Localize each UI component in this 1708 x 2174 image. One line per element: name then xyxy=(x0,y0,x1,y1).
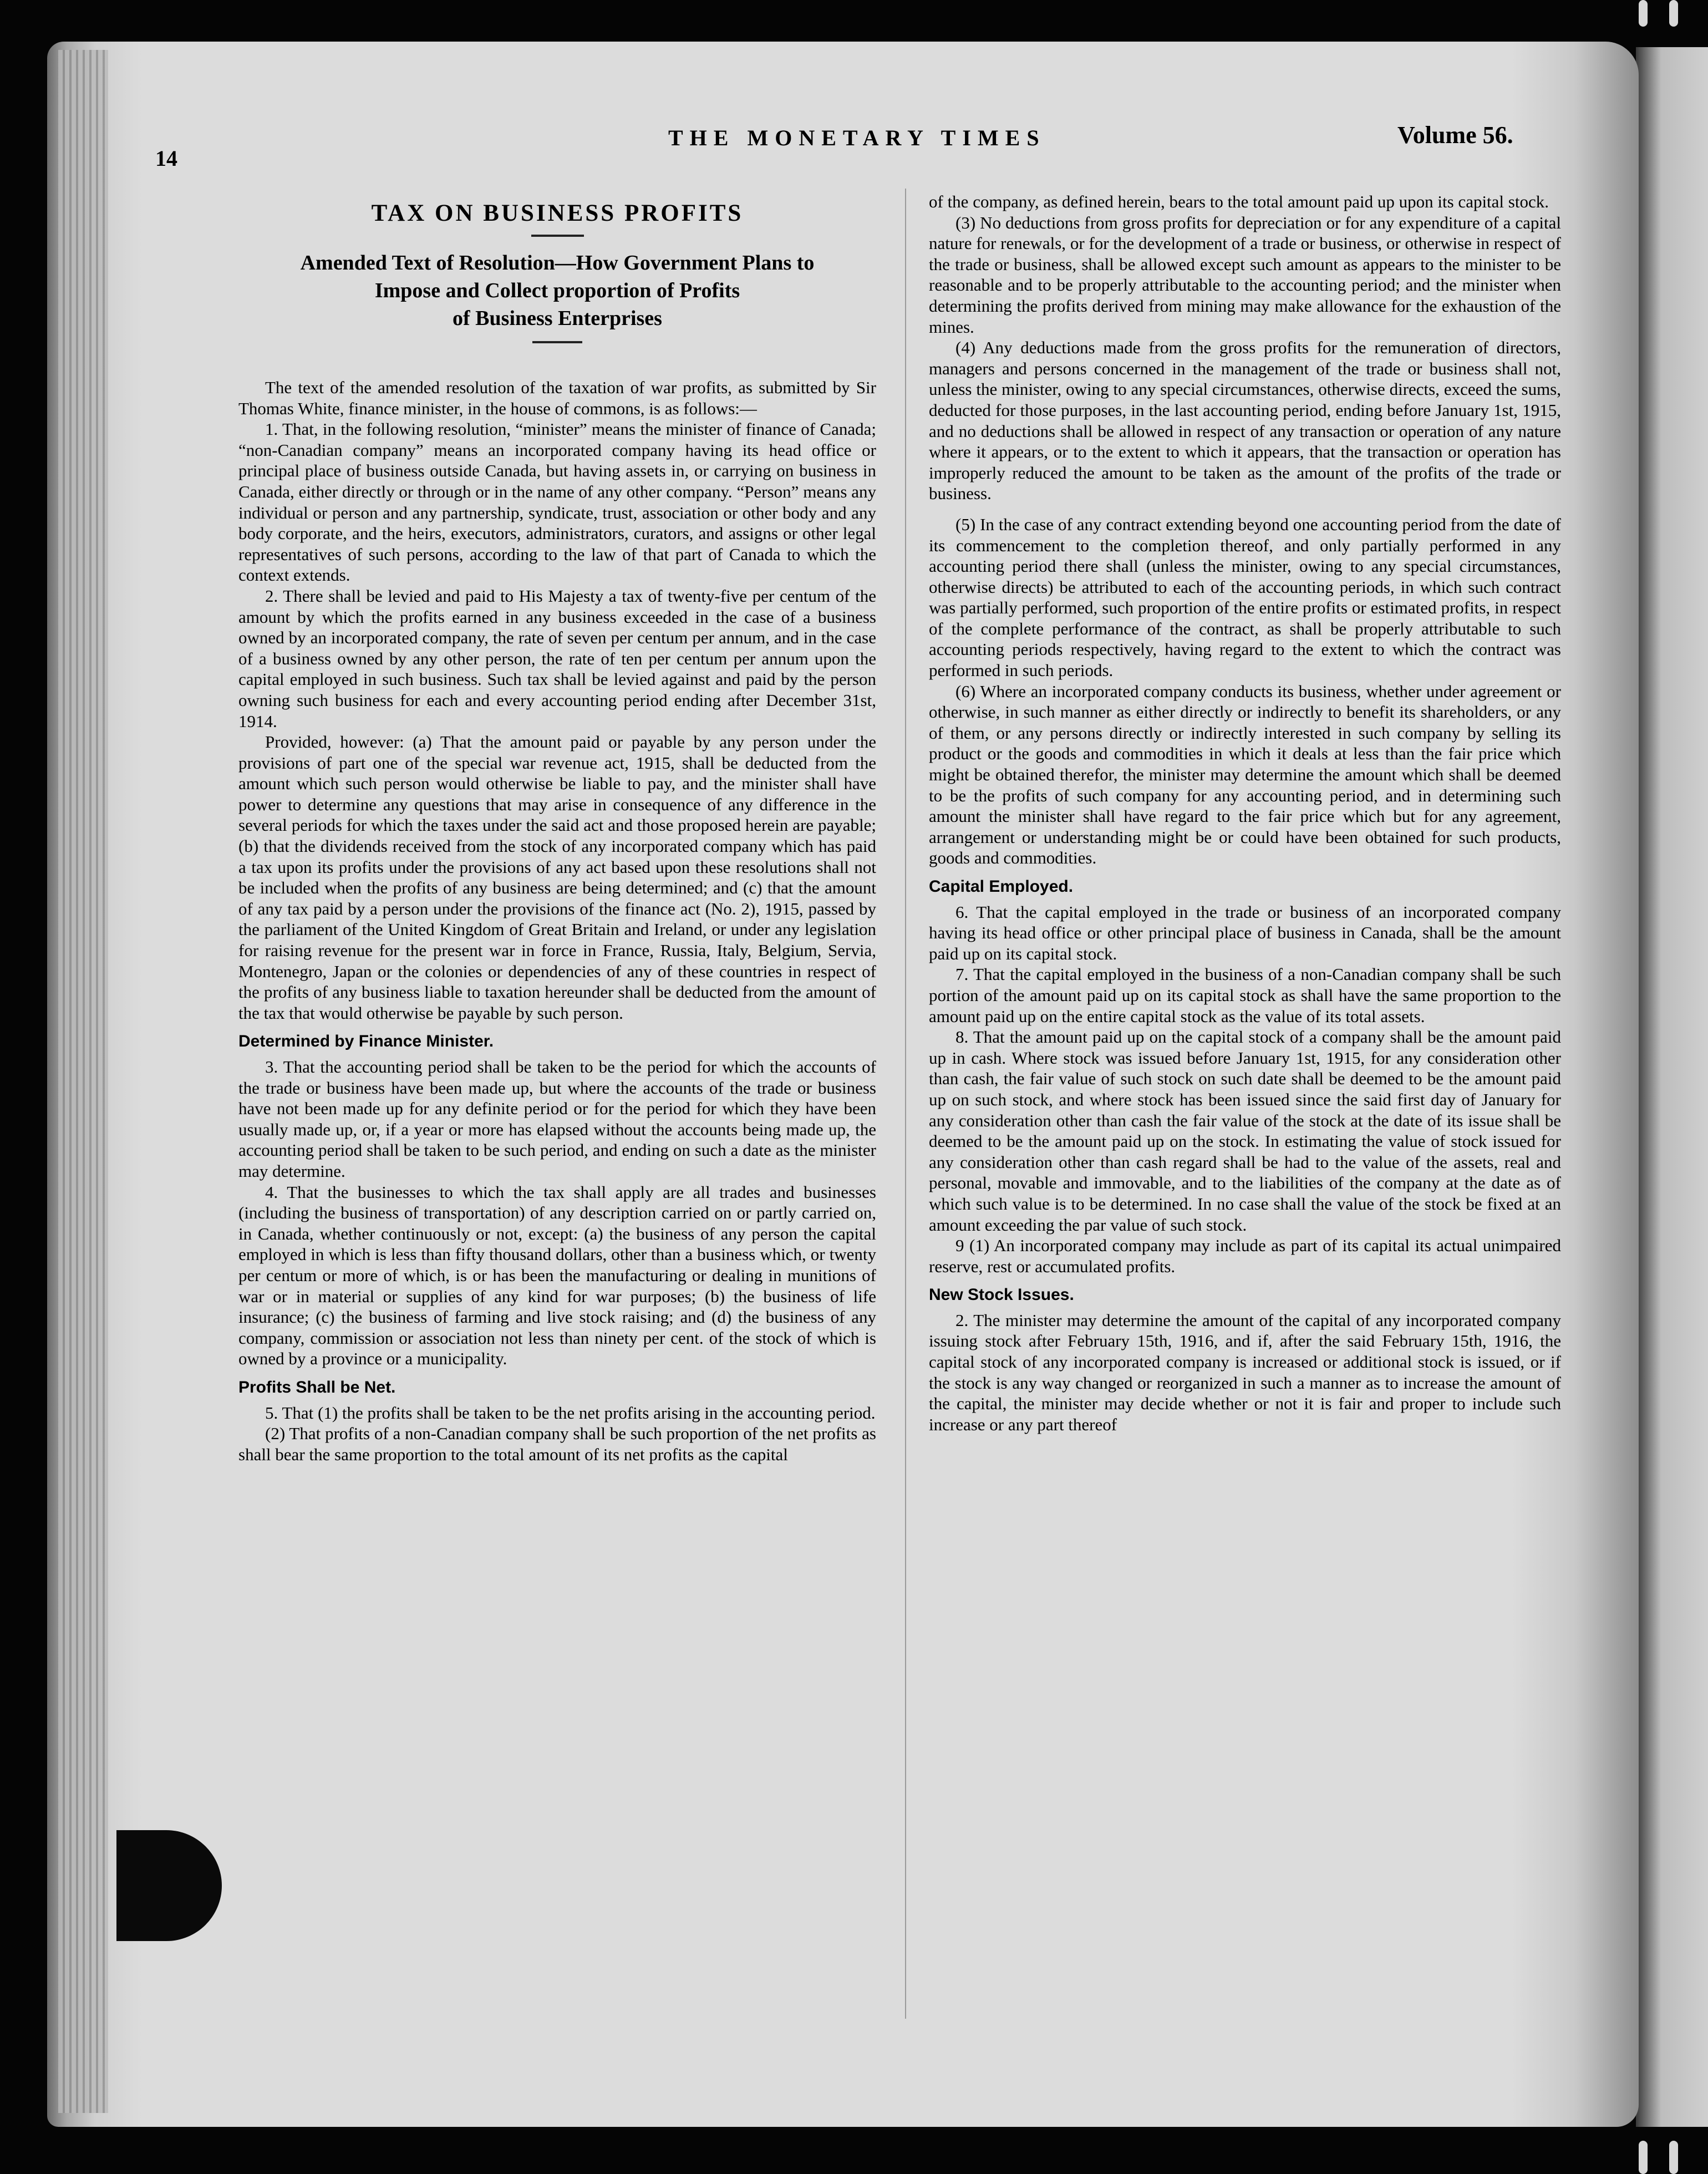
film-sprocket-mark xyxy=(1669,0,1678,27)
section-7: 7. That the capital employed in the business of a non-Canadian company shall be such portion of the amount paid up on its capital stock as shall have the same proportion to the amount paid up on the entire capital stock as the value of its total assets. xyxy=(929,964,1561,1026)
section-5-2: (2) That profits of a non-Canadian company shall be such proportion of the net profits as shall bear the same proportion to the total amount of its net profits as the capital xyxy=(238,1424,876,1464)
page-binding-edges xyxy=(58,50,108,2113)
clause-3: (3) No deductions from gross profits for depreciation or for any expenditure of a capital nature for renewals, or for the development of a trade or business, or otherwise in respect of the trade or business, shall be allowed except such amount as appears to the minister to be reasonable and to be properly attributable to the accounting period; and the minister when determining the profits derived from mining may make allowance for the exhaustion of the mines. xyxy=(929,212,1561,337)
section-6: 6. That the capital employed in the trade or business of an incorporated company having its head office or other principal place of business in Canada, shall be the amount paid up on its capital stock. xyxy=(929,902,1561,963)
section-2: 2. There shall be levied and paid to His Majesty a tax of twenty-five per centum of the amount by which the profits earned in any business exceeded in the case of a business owned by an incorporated company, the rate of seven per centum per annum, and in the case of a business owned by any other person, the rate of ten per centum per annum upon the capital employed in such business. Such tax shall be levied against and paid by the person owning such business for each and every accounting period ending after December 31st, 1914. xyxy=(238,586,876,731)
film-sprocket-mark xyxy=(1639,2141,1648,2174)
section-8: 8. That the amount paid up on the capital stock of a company shall be the amount paid up in cash. Where stock was issued before January 1st, 1915, for any consideration other than cash, the fair value of such stock on such date shall be deemed to be the amount paid up on such stock, and where stock has been issued since the said first day of January for any consideration other than cash the fair value of the stock at the date of its issue shall be deemed to be the amount paid up on the stock. In estimating the value of stock issued for any consideration other than cash regard shall be had to the value of the assets, real and personal, movable and immovable, and to the liabilities of the company at the date as of which such value is to be determined. In no case shall the value of the stock be fixed at an amount exceeding the par value of such stock. xyxy=(929,1027,1561,1235)
section-5: 5. That (1) the profits shall be taken to be the net profits arising in the accounting period. xyxy=(265,1403,876,1423)
proviso-paragraph: Provided, however: (a) That the amount paid or payable by any person under the provisions of part one of the special war revenue act, 1915, shall be deducted from the amount which such person would otherwise be liable to pay, and the minister shall have power to determine any questions that may arise in consequence of any difference in the several periods for which the taxes under the said act and those proposed herein are payable; (b) that the dividends received from the stock of any incorporated company which has paid a tax upon its profits under the provisions of any act based upon these resolutions shall not be included when the profits of any business are being determined; and (c) that the amount of any tax paid by a person under the provisions of the finance act (No. 2), 1915, passed by the parliament of the United Kingdom of Great Britain and Ireland, or under any legislation for raising revenue for the present war in force in France, Russia, Italy, Belgium, Servia, Montenegro, Japan or the colonies or dependencies of any of these countries in respect of the profits of any business liable to taxation hereunder shall be deducted from the amount of the tax that would otherwise be payable by such person. xyxy=(238,732,876,1023)
section-3: 3. That the accounting period shall be taken to be the period for which the accounts of the trade or business have been made up, but where the accounts of the trade or business have not been made up for any definite period or for the period for which they have been usually made up, or, if a year or more has elapsed without the accounts being made up, the accounting period shall be taken to be such period, and ending on such a date as the minister may determine. xyxy=(238,1057,876,1181)
heading-new-stock: New Stock Issues. xyxy=(929,1286,1074,1304)
section-1: 1. That, in the following resolution, “minister” means the minister of finance of Canada; “non-Canadian company” means an incorporated company having its head office or principal place of business outside Canada, but having assets in, or carrying on business in Canada, either directly or through or in the name of any other company. “Person” means any individual or person and any partnership, syndicate, trust, association or other body and any body corporate, and the heirs, executors, administrators, curators, and assigns or other legal representatives of such persons, according to the law of that part of Canada to which the context extends. xyxy=(238,419,876,585)
subtitle-line: Impose and Collect proportion of Profits xyxy=(374,279,740,302)
running-title: THE MONETARY TIMES xyxy=(668,125,1046,150)
section-9-1: 9 (1) An incorporated company may include as part of its capital its actual unimpaired reserve, rest or accumulated profits. xyxy=(929,1236,1561,1276)
section-4: 4. That the businesses to which the tax shall apply are all trades and businesses (including the business of transportation) of any description carried on or partly carried on, in Canada, whether continuously or not, except: (a) the business of any person the capital employed in which is less than fifty thousand dollars, other than a business which, or twenty per centum or more of which, is or has been the manufacturing or dealing in munitions of war or in material or supplies of any kind for war purposes; (b) the business of life insurance; (c) the business of farming and live stock raising; and (d) the business of any company, commission or association not less than ninety per cent. of the stock of which is owned by a province or a municipality. xyxy=(238,1182,876,1369)
column-divider xyxy=(905,189,906,2019)
subtitle-line: of Business Enterprises xyxy=(453,307,662,330)
clause-5: (5) In the case of any contract extending beyond one accounting period from the date of its commencement to the completion thereof, and only partially performed in any accounting period there shall (unless the minister, owing to any special circumstances, otherwise directs) be attributed to each of the accounting periods, in which such contract was partially performed, such proportion of the entire profits or estimated profits, in respect of the complete performance of the contract, as shall be properly attributable to such accounting periods respectively, having regard to the extent to which the contract was performed in such periods. xyxy=(929,514,1561,680)
page-number: 14 xyxy=(155,146,177,171)
film-sprocket-mark xyxy=(1639,0,1648,27)
left-column xyxy=(238,377,876,1465)
film-sprocket-mark xyxy=(1669,2141,1678,2174)
clause-4: (4) Any deductions made from the gross profits for the remuneration of directors, managers and persons concerned in the management of the trade or business shall not, unless the minister, owing to any special circumstances, otherwise directs, exceed the sums, deducted for those purposes, in the last accounting period, ending before January 1st, 1915, and no deductions shall be allowed in respect of any transaction or operation of any nature where it appears, or to the extent to which it appears, that the transaction or operation has improperly reduced the amount to be taken as the amount of the profits of the trade or business. xyxy=(929,338,1561,504)
article-title: TAX ON BUSINESS PROFITS xyxy=(371,200,744,226)
facing-page-edge xyxy=(1636,47,1708,2127)
intro-paragraph: The text of the amended resolution of the taxation of war profits, as submitted by Sir Thomas White, finance minister, in the house of commons, is as follows:— xyxy=(238,378,876,418)
subtitle-line: Amended Text of Resolution—How Government Plans to xyxy=(300,251,815,275)
volume-label: Volume 56. xyxy=(1397,121,1513,149)
continuation-paragraph: of the company, as defined herein, bears to the total amount paid up upon its capital stock. xyxy=(929,192,1549,211)
title-rule xyxy=(531,235,584,237)
article-subtitle xyxy=(244,249,871,332)
heading-capital-employed: Capital Employed. xyxy=(929,877,1074,896)
article-headline xyxy=(244,200,871,343)
heading-net-profits: Profits Shall be Net. xyxy=(238,1378,396,1396)
subtitle-rule xyxy=(532,341,582,343)
right-column-top xyxy=(929,191,1561,1435)
clause-6: (6) Where an incorporated company conducts its business, whether under agreement or otherwise, in such manner as either directly or indirectly to benefit its shareholders, or any of them, or any persons directly or indirectly interested in such company by selling its product or the goods and commodities in which it deals at less than the fair price which might be obtained therefor, the minister may determine the amount which shall be deemed to be the profits of such company for any accounting period, and in determining such amount the minister shall have regard to the fair price which but for any agreement, arrangement or understanding might be or could have been obtained for such products, goods and commodities. xyxy=(929,681,1561,868)
heading-determined: Determined by Finance Minister. xyxy=(238,1032,494,1051)
section-9-2: 2. The minister may determine the amount of the capital of any incorporated company issuing stock after February 15th, 1916, and if, after the said February 15th, 1916, the capital stock of any incorporated company is increased or additional stock is issued, or if the stock is any way changed or reorganized in such a manner as to increase the amount of the capital, the minister may decide whether or not it is fair and proper to include such increase or any part thereof xyxy=(929,1310,1561,1434)
